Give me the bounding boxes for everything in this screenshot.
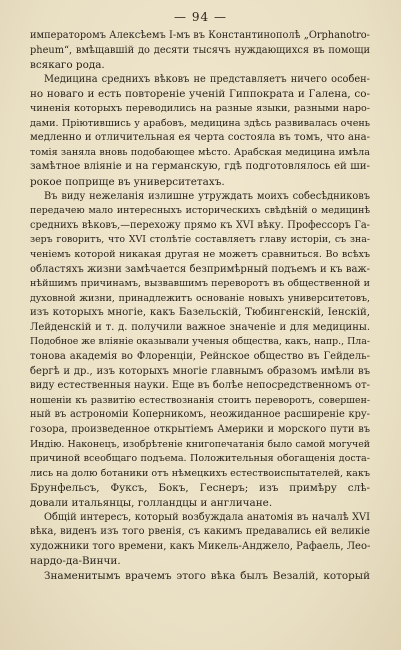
text-line: художники того времени, какъ Микель-Анджело, Рафаель, Лео-	[30, 540, 370, 552]
text-line: Общій интересъ, который возбуждала анатомія въ началѣ XVI	[44, 511, 370, 523]
text-line: ченіемъ которой никакая другая не можетъ сравниться. Во всѣхъ	[30, 248, 370, 260]
text-line: духовной жизни, принадлежитъ основаніе новыхъ университетовъ,	[30, 292, 370, 304]
text-line: бергѣ и др., изъ которыхъ многіе главнымъ образомъ имѣли въ	[30, 365, 370, 377]
text-line: среднихъ вѣковъ,—перехожу прямо къ XVI вѣку. Профессоръ Га-	[30, 219, 370, 231]
text-line: дами. Пріютившись у арабовъ, медицина здѣсь развивалась очень	[30, 117, 370, 129]
text-line: тонова академія во Флоренціи, Рейнское общество въ Гейдель-	[30, 351, 370, 363]
text-line: областяхъ жизни замѣчается безпримѣрный подъемъ и къ важ-	[30, 263, 370, 275]
text-line: Брунфельсъ, Фуксъ, Бокъ, Геснеръ; изъ примѣру слѣ-	[30, 482, 370, 495]
text-line: томія заняла вновь подобающее мѣсто. Арабская медицина имѣла	[30, 146, 370, 158]
text-line: императоромъ Алексѣемъ I-мъ въ Константинополѣ „Orphanotro-	[30, 30, 370, 41]
text-line: Въ виду нежеланія излишне утруждать моихъ собесѣдниковъ	[44, 190, 370, 202]
text-line: чиненія которыхъ переводились на разные языки, разными наро-	[30, 102, 370, 114]
text-line: Знаменитымъ врачемъ этого вѣка былъ Везалій, который	[44, 569, 370, 582]
text-line: ношеніи къ развитію естествознанія стоитъ переворотъ, совершен-	[30, 394, 370, 406]
text-line: нардо-да-Винчи.	[30, 555, 121, 568]
text-line: лись на долю ботаники отъ нѣмецкихъ естествоиспытателей, какъ	[30, 467, 370, 479]
text-line: всякаго рода.	[30, 59, 105, 72]
body-text	[30, 29, 370, 584]
text-line: нѣйшимъ причинамъ, вызвавшимъ переворотъ въ общественной и	[30, 278, 370, 290]
text-line: pheum“, вмѣщавшій до десяти тысячъ нуждающихся въ помощи	[30, 44, 370, 56]
text-line: Лейденскій и т. д. получили важное значеніе и для медицины.	[30, 321, 370, 333]
page-number: — 94 —	[174, 10, 227, 24]
text-line: но новаго и есть повтореніе ученій Гиппократа и Галена, со-	[30, 88, 370, 101]
text-line: зеръ говоритъ, что XVI столѣтіе составляетъ главу исторіи, съ зна-	[30, 234, 370, 246]
text-line: рокое поприще въ университетахъ.	[30, 175, 225, 188]
text-line: Подобное же вліяніе оказывали ученыя общества, какъ, напр., Пла-	[30, 336, 370, 348]
text-line: гозора, произведенное открытіемъ Америки и морского пути въ	[30, 424, 370, 436]
text-line: виду естественныя науки. Еще въ болѣе непосредственномъ от-	[30, 380, 370, 392]
text-line: замѣтное вліяніе и на германскую, гдѣ подготовлялось ей ши-	[30, 161, 370, 173]
text-line: Медицина среднихъ вѣковъ не представляетъ ничего особен-	[44, 73, 370, 85]
text-line: ный въ астрономіи Коперникомъ, неожиданное расширеніе кру-	[30, 409, 370, 421]
text-line: медленно и отличительная ея черта состояла въ томъ, что ана-	[30, 132, 370, 144]
text-line: довали итальянцы, голландцы и англичане.	[30, 497, 273, 509]
text-line: изъ которыхъ многіе, какъ Базельскій, Тюбингенскій, Іенскій,	[30, 307, 370, 319]
text-line: передачею мало интересныхъ историческихъ свѣдѣній о медицинѣ	[30, 205, 370, 217]
text-line: вѣка, виденъ изъ того рвенія, съ какимъ предавались ей великіе	[30, 526, 370, 538]
text-line: причиной всеобщаго подъема. Положительныя обогащенія доста-	[30, 453, 370, 465]
text-line: Индію. Наконецъ, изобрѣтеніе книгопечатанія было самой могучей	[30, 438, 370, 450]
